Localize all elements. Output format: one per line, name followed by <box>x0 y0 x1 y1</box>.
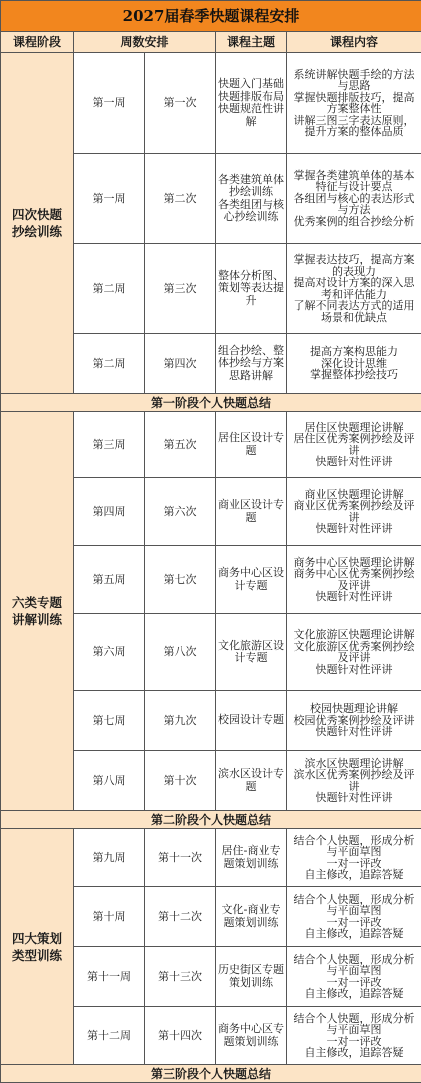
session-cell: 第十二次 <box>145 887 216 947</box>
content-cell: 商务中心区快题理论讲解 商务中心区优秀案例抄绘及评讲 快题针对性评讲 <box>287 546 421 614</box>
session-cell: 第五次 <box>145 412 216 478</box>
topic-cell: 文化旅游区设计专题 <box>216 614 287 691</box>
lesson-row <box>1 829 421 887</box>
header-topic: 课程主题 <box>216 32 287 53</box>
week-cell: 第一周 <box>74 53 145 154</box>
session-cell: 第十一次 <box>145 829 216 887</box>
week-cell: 第十周 <box>74 887 145 947</box>
topic-cell: 居住区设计专题 <box>216 412 287 478</box>
topic-cell: 滨水区设计专题 <box>216 751 287 811</box>
topic-cell: 文化-商业专题策划训练 <box>216 887 287 947</box>
topic-cell: 校园设计专题 <box>216 691 287 751</box>
week-cell: 第三周 <box>74 412 145 478</box>
content-cell: 居住区快题理论讲解 居住区优秀案例抄绘及评讲 快题针对性评讲 <box>287 412 421 478</box>
topic-cell: 商务中心区专题策划训练 <box>216 1007 287 1065</box>
stage-summary-row <box>1 811 421 829</box>
lesson-row <box>1 53 421 154</box>
session-cell: 第三次 <box>145 244 216 334</box>
stage-summary: 第一阶段个人快题总结 <box>1 394 421 412</box>
content-cell: 滨水区快题理论讲解 滨水区优秀案例抄绘及评讲 快题针对性评讲 <box>287 751 421 811</box>
stage-name: 四大策划类型训练 <box>1 829 74 1065</box>
week-cell: 第四周 <box>74 478 145 546</box>
stage-summary: 第二阶段个人快题总结 <box>1 811 421 829</box>
content-cell: 掌握各类建筑单体的基本特征与设计要点 各组团与核心的表达形式与方法 优秀案例的组合抄绘分析 <box>287 154 421 244</box>
header-schedule: 周数安排 <box>74 32 216 53</box>
session-cell: 第九次 <box>145 691 216 751</box>
session-cell: 第十次 <box>145 751 216 811</box>
content-cell: 提高方案构思能力 深化设计思维 掌握整体抄绘技巧 <box>287 334 421 394</box>
title-row <box>1 1 421 32</box>
content-cell: 掌握表达技巧，提高方案的表现力 提高对设计方案的深入思考和评估能力 了解不同表达方式的适用场景和优缺点 <box>287 244 421 334</box>
stage-name: 四次快题抄绘训练 <box>1 53 74 394</box>
topic-cell: 居住-商业专题策划训练 <box>216 829 287 887</box>
topic-cell: 各类建筑单体抄绘训练 各类组团与核心抄绘训练 <box>216 154 287 244</box>
week-cell: 第二周 <box>74 334 145 394</box>
stage-name: 六类专题讲解训练 <box>1 412 74 811</box>
topic-cell: 整体分析图、策划等表达提升 <box>216 244 287 334</box>
lesson-row <box>1 412 421 478</box>
content-cell: 结合个人快题，形成分析与平面草图 一对一评改 自主修改，追踪答疑 <box>287 947 421 1007</box>
content-cell: 系统讲解快题手绘的方法与思路 掌握快题排版技巧，提高方案整体性 讲解三图三字表达原则，提升方案的整体品质 <box>287 53 421 154</box>
session-cell: 第八次 <box>145 614 216 691</box>
content-cell: 文化旅游区快题理论讲解 文化旅游区优秀案例抄绘及评讲 快题针对性评讲 <box>287 614 421 691</box>
week-cell: 第六周 <box>74 614 145 691</box>
content-cell: 商业区快题理论讲解 商业区优秀案例抄绘及评讲 快题针对性评讲 <box>287 478 421 546</box>
topic-cell: 商务中心区设计专题 <box>216 546 287 614</box>
content-cell: 结合个人快题，形成分析与平面草图 一对一评改 自主修改，追踪答疑 <box>287 1007 421 1065</box>
week-cell: 第五周 <box>74 546 145 614</box>
week-cell: 第一周 <box>74 154 145 244</box>
header-stage: 课程阶段 <box>1 32 74 53</box>
session-cell: 第四次 <box>145 334 216 394</box>
stage-summary-row <box>1 1065 421 1083</box>
content-cell: 结合个人快题，形成分析与平面草图 一对一评改 自主修改，追踪答疑 <box>287 887 421 947</box>
session-cell: 第一次 <box>145 53 216 154</box>
week-cell: 第二周 <box>74 244 145 334</box>
page-title: 2027届春季快题课程安排 <box>1 1 421 32</box>
stage-summary: 第三阶段个人快题总结 <box>1 1065 421 1083</box>
session-cell: 第十四次 <box>145 1007 216 1065</box>
session-cell: 第二次 <box>145 154 216 244</box>
header-row <box>1 32 421 53</box>
week-cell: 第八周 <box>74 751 145 811</box>
week-cell: 第十一周 <box>74 947 145 1007</box>
content-cell: 结合个人快题，形成分析与平面草图 一对一评改 自主修改，追踪答疑 <box>287 829 421 887</box>
topic-cell: 商业区设计专题 <box>216 478 287 546</box>
stage-summary-row <box>1 394 421 412</box>
week-cell: 第十二周 <box>74 1007 145 1065</box>
week-cell: 第九周 <box>74 829 145 887</box>
session-cell: 第七次 <box>145 546 216 614</box>
header-content: 课程内容 <box>287 32 421 53</box>
topic-cell: 快题入门基础 快题排版布局 快题规范性讲解 <box>216 53 287 154</box>
topic-cell: 历史街区专题策划训练 <box>216 947 287 1007</box>
week-cell: 第七周 <box>74 691 145 751</box>
session-cell: 第十三次 <box>145 947 216 1007</box>
content-cell: 校园快题理论讲解 校园优秀案例抄绘及评讲 快题针对性评讲 <box>287 691 421 751</box>
session-cell: 第六次 <box>145 478 216 546</box>
topic-cell: 组合抄绘、整体抄绘与方案思路讲解 <box>216 334 287 394</box>
